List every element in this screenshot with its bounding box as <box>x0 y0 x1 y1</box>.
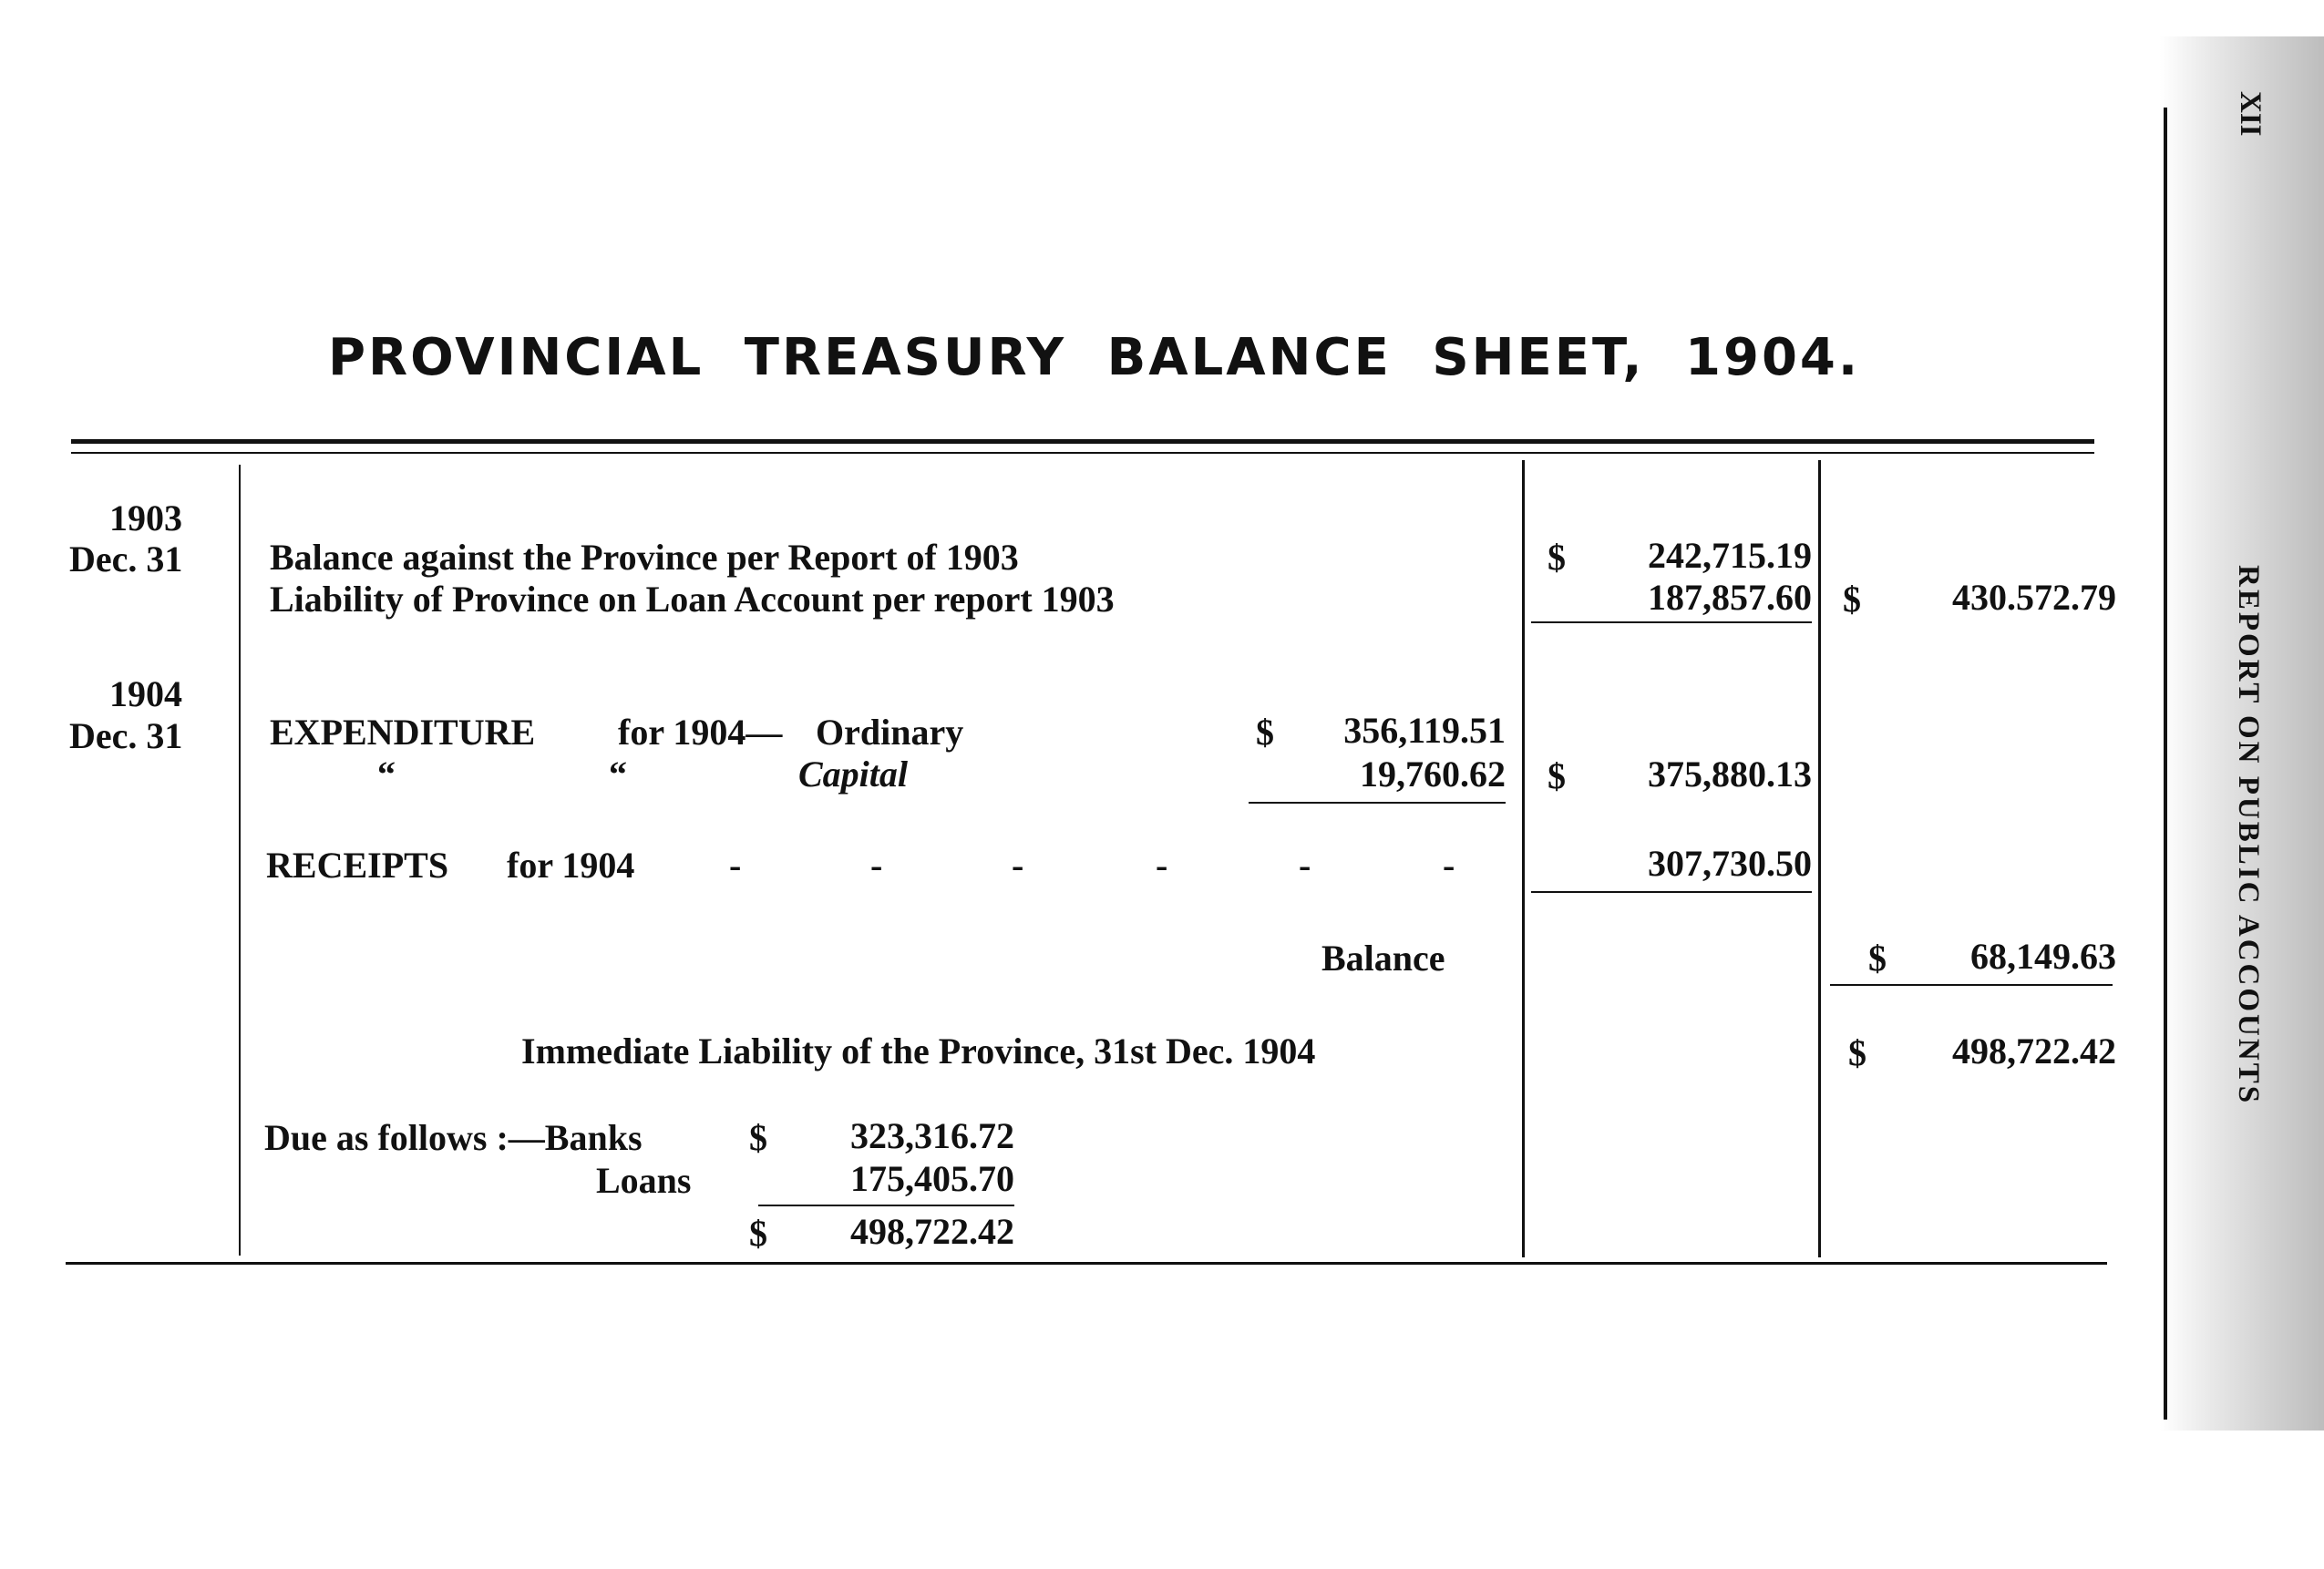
receipts-amount: 307,730.50 <box>1648 843 1812 884</box>
currency-symbol: $ <box>1548 537 1566 578</box>
expenditure-for: for 1904— <box>618 712 783 753</box>
capital-amount: 19,760.62 <box>1360 754 1506 795</box>
balance-label: Balance <box>1321 938 1445 979</box>
running-header: REPORT ON PUBLIC ACCOUNTS <box>2232 565 2265 1106</box>
date-1904: Dec. 31 <box>69 715 183 756</box>
balance-against-line: Balance against the Province per Report of 1903 <box>270 537 1019 578</box>
page-number: XII <box>2234 91 2267 137</box>
balance-against-amount: 242,715.19 <box>1648 535 1812 576</box>
currency-symbol: $ <box>1868 938 1887 979</box>
expenditure-total-amount: 375,880.13 <box>1648 754 1812 795</box>
leader-dash: - <box>1012 845 1024 886</box>
page-title: PROVINCIAL TREASURY BALANCE SHEET, 1904. <box>328 328 1861 387</box>
subtotal-rule-receipts <box>1531 891 1812 893</box>
receipts-label: RECEIPTS <box>266 845 449 886</box>
currency-symbol: $ <box>749 1213 767 1254</box>
leader-dash: - <box>1156 845 1168 886</box>
expenditure-label: EXPENDITURE <box>270 712 536 753</box>
loan-liability-amount: 187,857.60 <box>1648 577 1812 618</box>
due-total-amount: 498,722.42 <box>850 1211 1014 1252</box>
balance-amount: 68,149.63 <box>1970 936 2116 977</box>
date-column-rule <box>239 465 241 1256</box>
currency-symbol: $ <box>1843 579 1861 620</box>
leader-dash: - <box>1299 845 1311 886</box>
currency-symbol: $ <box>749 1117 767 1158</box>
currency-symbol: $ <box>1256 712 1274 753</box>
page-edge-rule <box>2164 108 2167 1420</box>
immediate-liability-amount: 498,722.42 <box>1952 1031 2116 1072</box>
ditto-mark: “ <box>609 754 627 795</box>
capital-label: Capital <box>798 754 909 795</box>
leader-dash: - <box>1443 845 1455 886</box>
currency-symbol: $ <box>1848 1032 1866 1073</box>
subtotal-rule-1903 <box>1531 621 1812 623</box>
leader-dash: - <box>729 845 742 886</box>
leader-dash: - <box>870 845 883 886</box>
banks-amount: 323,316.72 <box>850 1115 1014 1156</box>
total-1903-amount: 430.572.79 <box>1952 577 2116 618</box>
due-as-follows-label: Due as follows :—Banks <box>264 1117 643 1158</box>
subtotal-rule-due <box>758 1205 1014 1206</box>
subtotal-rule-expenditure <box>1249 802 1506 804</box>
subtotal-rule-balance <box>1830 984 2113 986</box>
immediate-liability-label: Immediate Liability of the Province, 31st Dec. 1904 <box>521 1031 1316 1072</box>
loans-amount: 175,405.70 <box>850 1158 1014 1199</box>
currency-symbol: $ <box>1548 755 1566 796</box>
bottom-rule <box>66 1262 2107 1265</box>
year-1904: 1904 <box>109 673 182 714</box>
loan-liability-line: Liability of Province on Loan Account per report 1903 <box>270 579 1115 620</box>
top-rule-thick <box>71 439 2094 444</box>
ordinary-label: Ordinary <box>816 712 964 753</box>
top-rule-thin <box>71 452 2094 454</box>
ordinary-amount: 356,119.51 <box>1343 710 1506 751</box>
loans-label: Loans <box>596 1160 692 1201</box>
ditto-mark: “ <box>377 754 396 795</box>
amount-column-rule-2 <box>1818 460 1821 1257</box>
amount-column-rule-1 <box>1522 460 1525 1257</box>
receipts-for: for 1904 <box>507 845 635 886</box>
date-1903: Dec. 31 <box>69 538 183 579</box>
year-1903: 1903 <box>109 497 182 538</box>
